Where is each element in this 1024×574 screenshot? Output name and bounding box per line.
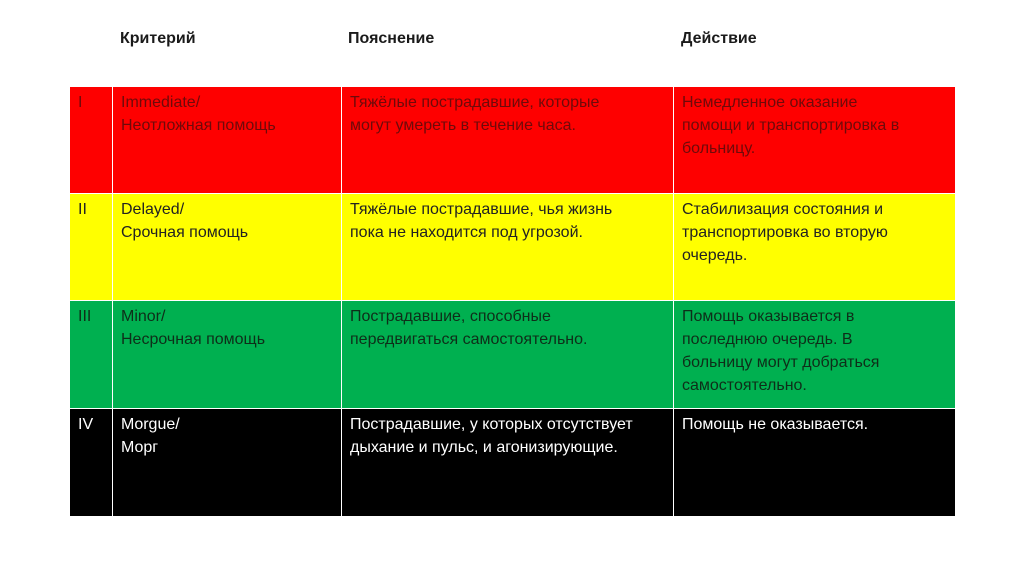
criterion-text: Immediate/ Неотложная помощь xyxy=(121,94,276,134)
explanation-cell xyxy=(342,194,674,301)
category-number xyxy=(70,301,113,409)
explanation-text: Пострадавшие, способные передвигаться самостоятельно. xyxy=(350,308,588,348)
category-number-text: II xyxy=(78,201,87,218)
explanation-cell xyxy=(342,87,674,194)
category-number-text: III xyxy=(78,308,92,325)
table-row xyxy=(70,301,956,409)
action-text: Помощь не оказывается. xyxy=(682,416,869,433)
explanation-cell xyxy=(342,409,674,517)
criterion-text: Delayed/ Срочная помощь xyxy=(121,201,249,241)
explanation-text: Тяжёлые пострадавшие, которые могут умереть в течение часа. xyxy=(350,94,600,134)
criterion-cell xyxy=(113,87,342,194)
category-number xyxy=(70,409,113,517)
action-text: Стабилизация состояния и транспортировка во вторую очередь. xyxy=(682,201,888,264)
header-explanation: Пояснение xyxy=(348,30,435,47)
header-criterion: Критерий xyxy=(120,30,196,47)
criterion-cell xyxy=(113,409,342,517)
category-number xyxy=(70,87,113,194)
criterion-cell xyxy=(113,194,342,301)
criterion-cell xyxy=(113,301,342,409)
action-cell xyxy=(674,409,956,517)
header-action: Действие xyxy=(681,30,757,47)
category-number xyxy=(70,194,113,301)
explanation-cell xyxy=(342,301,674,409)
action-cell xyxy=(674,194,956,301)
action-cell xyxy=(674,301,956,409)
action-text: Немедленное оказание помощи и транспортировка в больницу. xyxy=(682,94,900,157)
criterion-text: Minor/ Несрочная помощь xyxy=(121,308,266,348)
action-text: Помощь оказывается в последнюю очередь. В больницу могут добраться самостоятельно. xyxy=(682,308,880,394)
explanation-text: Пострадавшие, у которых отсутствует дыхание и пульс, и агонизирующие. xyxy=(350,416,633,456)
category-number-text: IV xyxy=(78,416,94,433)
table-row xyxy=(70,409,956,517)
table-row xyxy=(70,194,956,301)
explanation-text: Тяжёлые пострадавшие, чья жизнь пока не находится под угрозой. xyxy=(350,201,613,241)
action-cell xyxy=(674,87,956,194)
triage-table xyxy=(69,86,956,517)
category-number-text: I xyxy=(78,94,83,111)
table-row xyxy=(70,87,956,194)
criterion-text: Morgue/ Морг xyxy=(121,416,180,456)
